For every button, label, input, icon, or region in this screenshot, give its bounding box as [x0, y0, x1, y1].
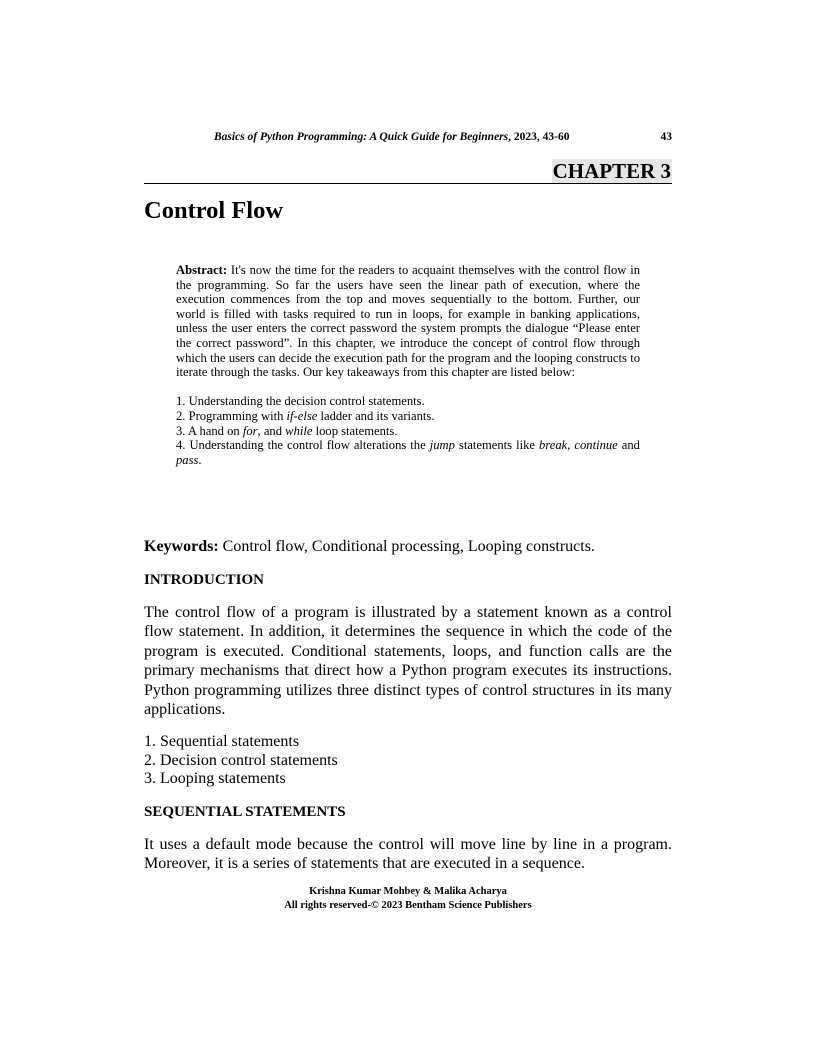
section-heading-introduction: INTRODUCTION	[144, 572, 265, 588]
takeaways-list	[176, 394, 640, 467]
takeaway-text: 3. A hand on	[176, 423, 243, 438]
takeaway-text: and	[617, 438, 640, 453]
list-item	[176, 394, 640, 409]
takeaway-term: break	[539, 438, 568, 453]
takeaway-text: , and	[257, 423, 286, 438]
takeaway-text: ladder and its variants.	[317, 408, 435, 423]
takeaway-term: for	[242, 423, 258, 438]
footer-authors: Krishna Kumar Mohbey & Malika Acharya	[309, 886, 507, 897]
list-item: 2. Decision control statements	[144, 751, 338, 769]
book-details: , 2023, 43-60	[508, 131, 570, 143]
book-title-text: Basics of Python Programming: A Quick Guide for Beginners	[214, 131, 509, 143]
takeaway-text: .	[198, 452, 202, 467]
page-footer	[0, 885, 816, 912]
takeaway-text: loop statements.	[312, 423, 398, 438]
sequential-paragraph: It uses a default mode because the control will move line by line in a program. Moreover, it is a series of statements that are executed in a sequence.	[144, 836, 672, 873]
list-item: 3. Looping statements	[144, 770, 286, 788]
takeaway-text: ,	[567, 438, 575, 453]
header-rule	[144, 183, 672, 184]
list-item	[176, 424, 640, 439]
control-structures-list	[144, 733, 338, 789]
keywords-label: Keywords:	[144, 538, 219, 555]
takeaway-term: while	[285, 423, 313, 438]
book-title	[214, 131, 569, 143]
takeaway-text: 1. Understanding the decision control statements.	[176, 394, 425, 409]
takeaway-term: continue	[574, 438, 618, 453]
takeaway-term: if-else	[286, 408, 318, 423]
chapter-title: Control Flow	[144, 197, 284, 224]
list-item	[176, 438, 640, 467]
chapter-label: CHAPTER 3	[552, 159, 671, 183]
abstract-text: It's now the time for the readers to acquaint themselves with the control flow in the programming. So far the users have seen the linear path of execution, where the execution commences from the top and moves sequentially to the bottom. Further, our world is filled with tasks required to run in loops, for example in banking applications, unless the user enters the correct password the system prompts the dialogue “Please enter the correct password”. In this chapter, we introduce the concept of control flow through which the users can decide the execution path for the program and the looping constructs to iterate through the tasks. Our key takeaways from this chapter are listed below:	[176, 263, 640, 380]
keywords	[144, 538, 595, 556]
introduction-paragraph: The control flow of a program is illustrated by a statement known as a control flow statement. In addition, it determines the sequence in which the code of the program is executed. Conditional statements, loops, and function calls are the primary mechanisms that direct how a Python program executes its instructions. Python programming utilizes three distinct types of control structures in its many applications.	[144, 604, 672, 719]
takeaway-term: pass	[176, 452, 199, 467]
section-heading-sequential: SEQUENTIAL STATEMENTS	[144, 804, 346, 820]
takeaway-text: 2. Programming with	[176, 408, 287, 423]
list-item	[176, 409, 640, 424]
takeaway-text: 4. Understanding the control flow alterations the	[176, 438, 430, 453]
footer-rights: All rights reserved-© 2023 Bentham Science Publishers	[284, 899, 532, 911]
list-item: 1. Sequential statements	[144, 733, 300, 750]
page-number: 43	[660, 131, 672, 143]
takeaway-text: statements like	[454, 438, 540, 453]
abstract	[176, 263, 640, 467]
abstract-label: Abstract:	[176, 263, 228, 277]
keywords-text: Control flow, Conditional processing, Looping constructs.	[218, 538, 595, 555]
takeaway-term: jump	[429, 438, 455, 453]
